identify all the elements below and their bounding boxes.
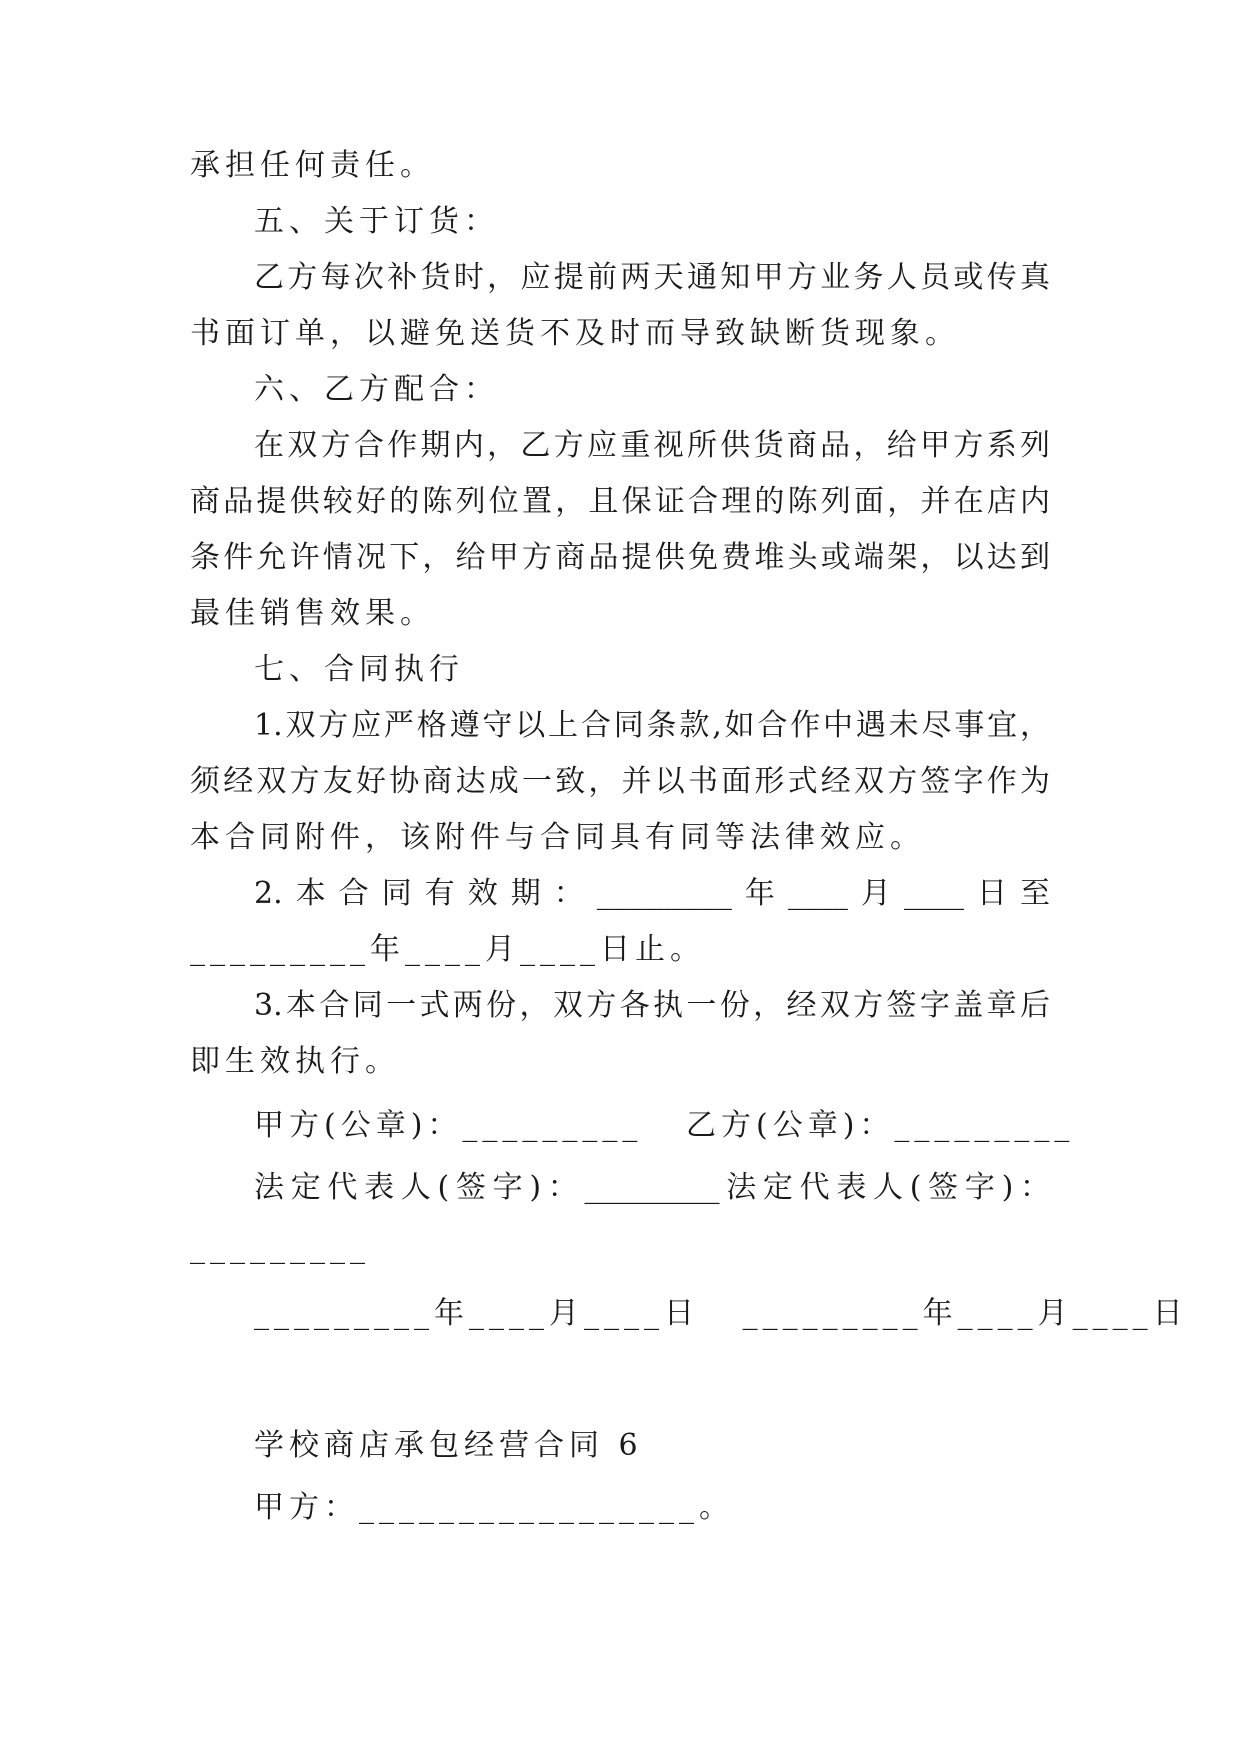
validity-line: 2.本合同有效期：_________年____月____日至: [254, 876, 1050, 911]
text-line: 即生效执行。: [190, 1044, 400, 1079]
date-line: _________年____月____日 _________年____月____日: [254, 1296, 1188, 1331]
section-heading: 七、合同执行: [254, 652, 464, 687]
text-line: 最佳销售效果。: [190, 596, 435, 631]
text-line: 商品提供较好的陈列位置，且保证合理的陈列面，并在店内: [190, 484, 1050, 519]
text-line: 在双方合作期内，乙方应重视所供货商品，给甲方系列: [254, 428, 1050, 463]
party-a-line: 甲方：_________________。: [254, 1490, 734, 1525]
section-heading: 五、关于订货：: [254, 204, 499, 239]
text-line: 本合同附件，该附件与合同具有同等法律效应。: [190, 820, 925, 855]
text-line: 1.双方应严格遵守以上合同条款,如合作中遇未尽事宜，: [254, 708, 1050, 743]
seal-line: 甲方(公章)：_________ 乙方(公章)：_________: [254, 1108, 1075, 1143]
signature-blank: _________: [190, 1230, 370, 1265]
text-line: 条件允许情况下，给甲方商品提供免费堆头或端架，以达到: [190, 540, 1050, 575]
signature-line: 法定代表人(签字)：_________法定代表人(签字)：: [254, 1170, 1050, 1205]
text-line: 乙方每次补货时，应提前两天通知甲方业务人员或传真: [254, 260, 1050, 295]
text-line: 书面订单，以避免送货不及时而导致缺断货现象。: [190, 316, 960, 351]
validity-line-end: _________年____月____日止。: [190, 932, 705, 967]
text-line: 须经双方友好协商达成一致，并以书面形式经双方签字作为: [190, 764, 1050, 799]
contract-title: 学校商店承包经营合同 6: [254, 1428, 643, 1463]
text-line: 3.本合同一式两份，双方各执一份，经双方签字盖章后: [254, 988, 1050, 1023]
text-line: 承担任何责任。: [190, 148, 435, 183]
section-heading: 六、乙方配合：: [254, 372, 499, 407]
